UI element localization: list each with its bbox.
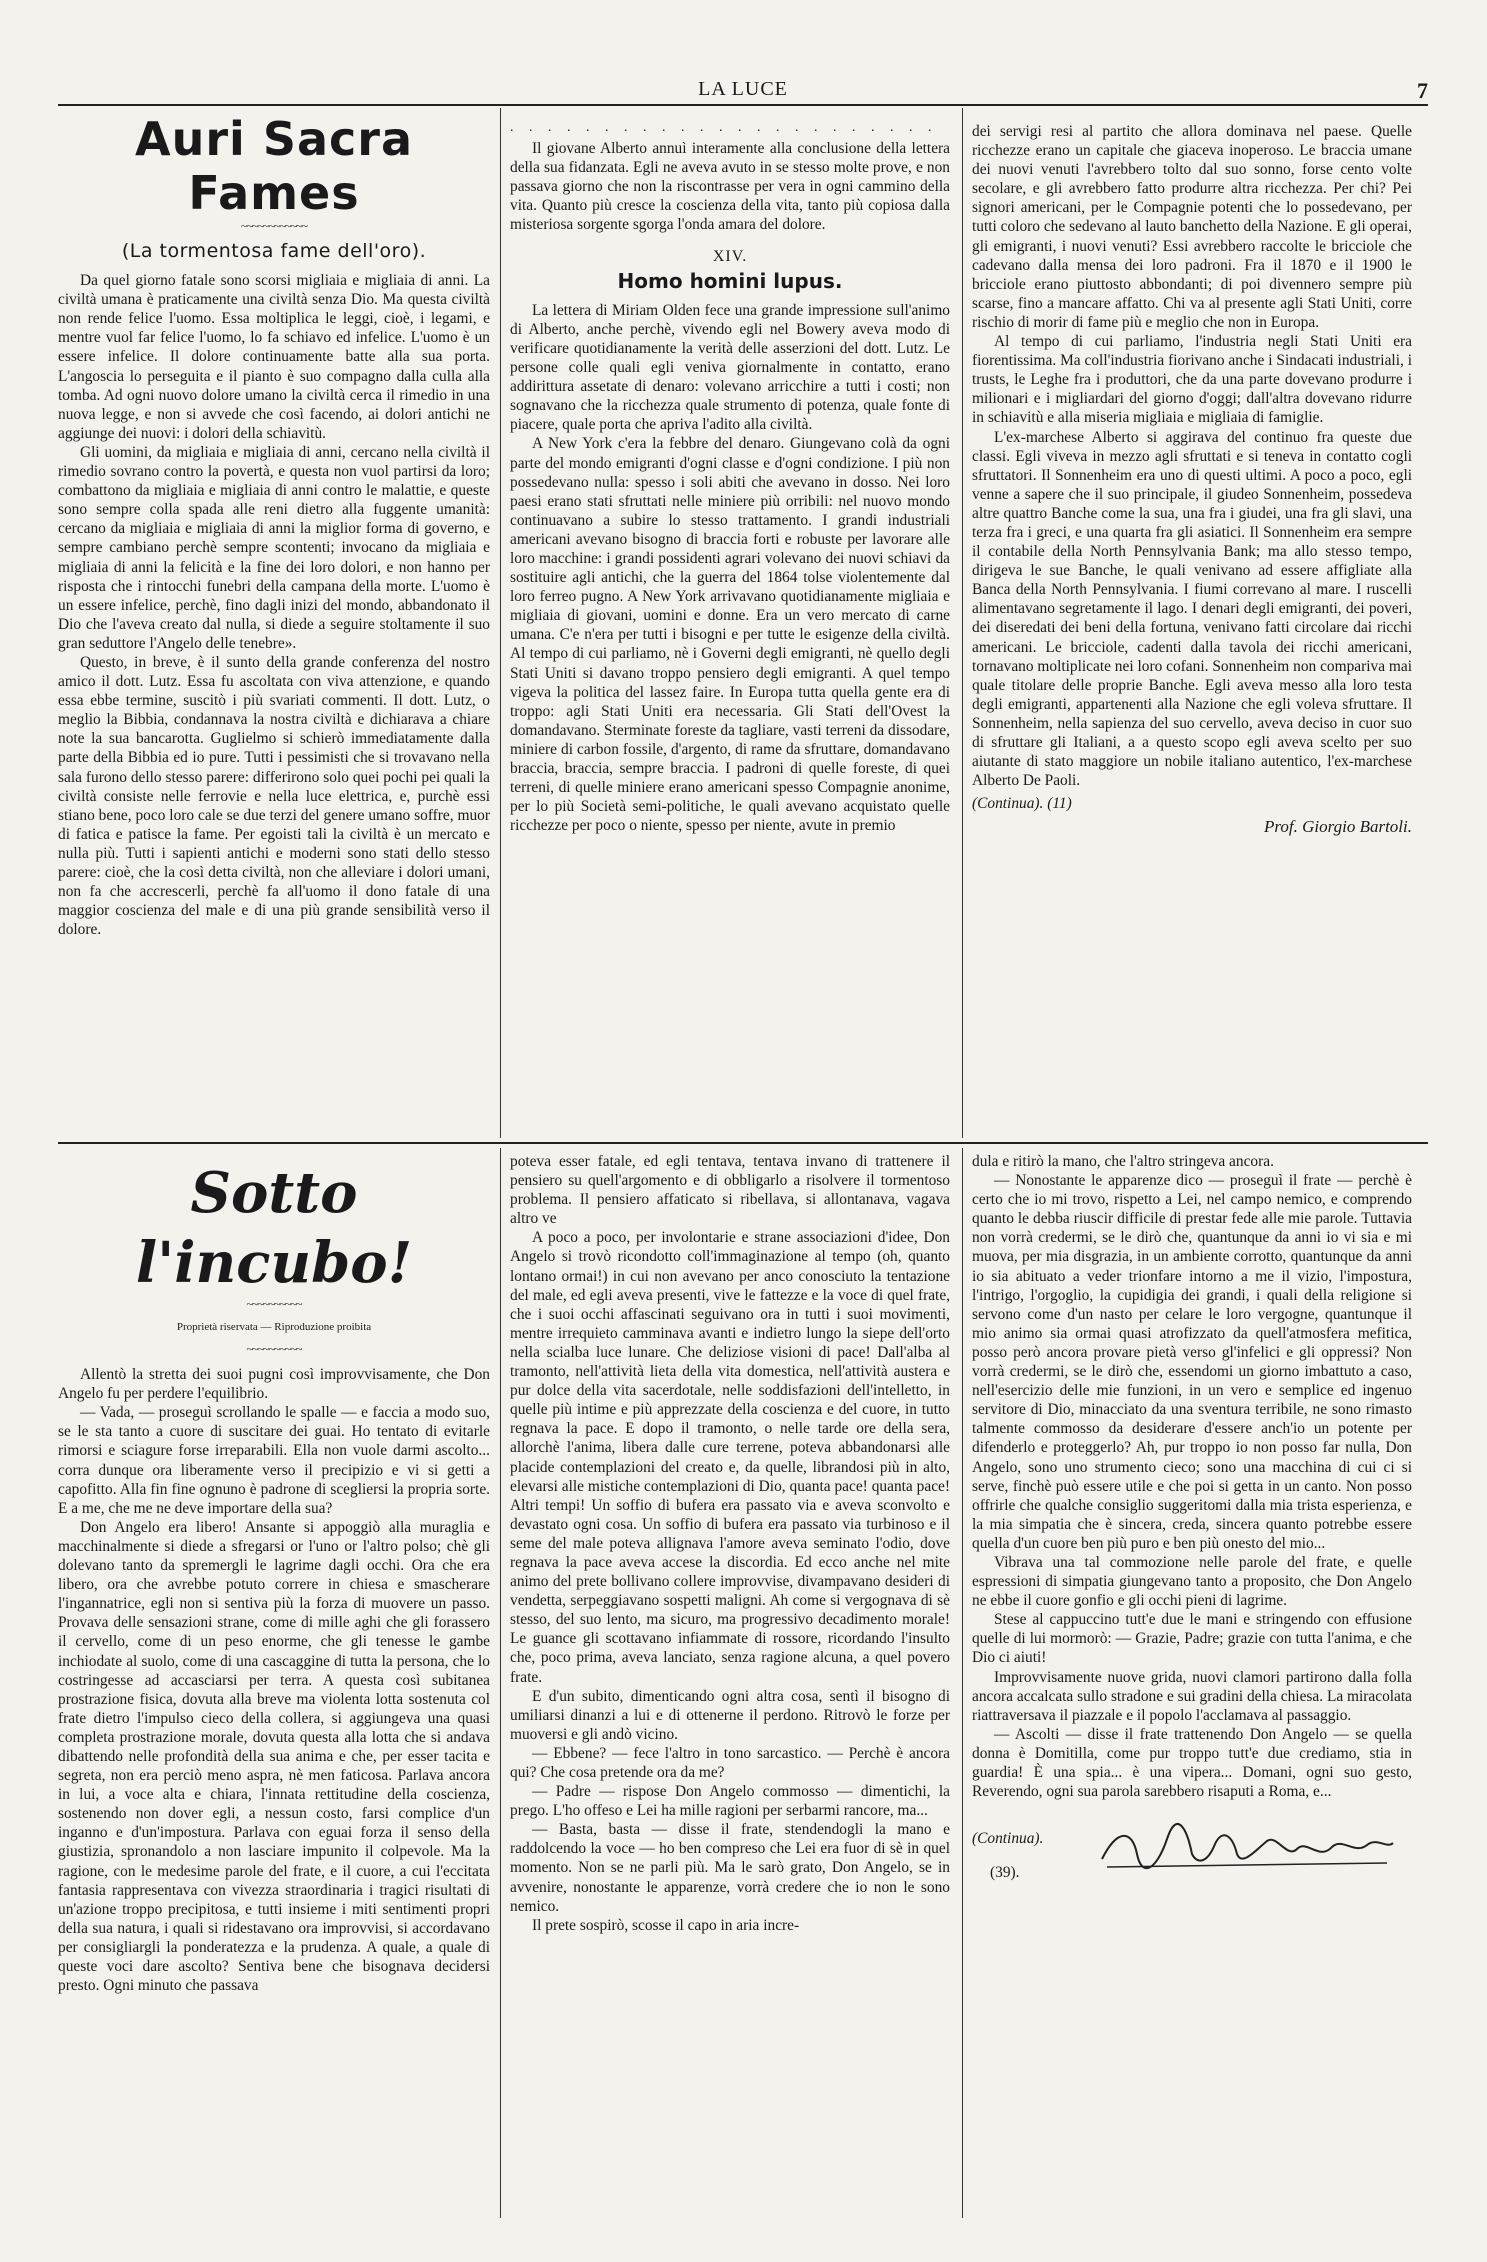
closing-block	[972, 1819, 1412, 1899]
paragraph: Allentò la stretta dei suoi pugni così improvvisamente, che Don Angelo fu per perdere l'equilibrio.	[58, 1366, 490, 1403]
paragraph: E d'un subito, dimenticando ogni altra cosa, sentì il bisogno di umiliarsi dinanzi a lui e di ottenerne il perdono. Ritrovò le forze per muoversi e gli andò vicino.	[510, 1687, 950, 1743]
paragraph: Il prete sospirò, scosse il capo in aria incre-	[532, 1916, 800, 1934]
handwritten-signature-icon	[1097, 1819, 1397, 1879]
paragraph: dei servigi resi al partito che allora dominava nel paese. Quelle ricchezze erano un capitale che giaceva inoperoso. Le braccia umane dei nuovi venuti l'avrebbero tolto dal suo sonno, forse cento volte secolare, e gli avrebbero fatto produrre altra ricchezza. Per chi? Pei signori americani, per le Compagnie potenti che lo possedevano, per tutti coloro che sedevano al lauto banchetto della Nazione. E gli operai, gli emigranti, i nuovi venuti? Essi avrebbero raccolte le bricciole che cadevano dalla mensa dei loro padroni. Fra il 1870 e il 1900 le bricciole erano piuttosto abbondanti; di poi divennero sempre più scarse, fino a mancare affatto. Chi va al presente agli Stati Uniti, corre rischio di morir di fame più e meglio che non in Europa.	[972, 123, 1412, 331]
paragraph: Al tempo di cui parliamo, l'industria negli Stati Uniti era fiorentissima. Ma coll'industria fiorivano anche i Sindacati industriali, i trusts, le Leghe fra i produttori, che da una parte dovevano produrre i milionari e i migliardari del giorno d'oggi; dall'altra dovevano ridurre in schiavitù e alla miseria migliaia e migliaia di famiglie.	[972, 333, 1412, 427]
paragraph: Don Angelo era libero! Ansante si appoggiò alla muraglia e macchinalmente si diede a sfregarsi or l'uno or l'altro polso; chè gli dolevano tanto da spremergli le lagrime dagli occhi. Ora che era libero, ora che avrebbe potuto correre in chiesa e smascherare l'ingannatrice, egli non si sentiva più la forza di muovere un passo. Provava delle sensazioni strane, come di mille aghi che gli forassero il cervello, come di un peso enorme, che gli tenesse le gambe inchiodate al suolo, come di una cascaggine di tutta la persona, che lo costringesse ad accasciarsi per terra. A questa così subitanea prostrazione fisica, dovuta alla breve ma violenta lotta sostenuta col frate dietro l'impulso cieco della collera, si aggiungeva una quasi completa prostrazione morale, dovuta questa alla lotta che si andava dibattendo nelle profondità della sua anima e che, per esser tacita e segreta, non era perciò meno aspra, nè men faticosa. Parlava ancora in lui, a voce alta e chiara, l'innata rettitudine della coscienza, sostenendo non dover egli, a nessun costo, farsi complice d'un inganno e d'un'impostura. Parlava con eguai forza il senso della giustizia, spronandolo a non lasciare impunito il colpevole. Ma la ragione, con le medesime parole del frate, e il cuore, a cui l'eccitata fantasia rappresentava con vivezza straordinaria i tragici risultati di un'azione troppo precipitosa, e tutti insieme i miti sentimenti propri della sua natura, i quali si ridestavano ora improvvisi, si accordavano per consigliargli la ponderatezza e la prudenza. A quale, a quale di queste voci dare ascolto? Sentiva bene che bisognava decidersi presto. Ogni minuto che passava	[58, 1518, 490, 1995]
article1-column-1	[58, 112, 490, 939]
article2-column-1	[58, 1152, 490, 1995]
article1-column-2	[510, 118, 950, 835]
paragraph: Improvvisamente nuove grida, nuovi clamori partirono dalla folla ancora accalcata sullo stradone e sui gradini della chiesa. La miracolata riattraversava il piazzale e il popolo l'acclamava al passaggio.	[972, 1668, 1412, 1724]
column-divider	[500, 1148, 501, 2218]
article1-column-3	[972, 122, 1412, 836]
ornament-wave: ~~~~~~~~~~~~	[241, 219, 307, 233]
ornament-wave: ~~~~~~~~~~	[246, 1342, 302, 1357]
article1-subtitle: (La tormentosa fame dell'oro).	[121, 240, 427, 262]
article2-column-3	[972, 1152, 1412, 1899]
paragraph: — Basta, basta — disse il frate, stendendogli la mano e raddolcendo la voce — ho ben compreso che Lei era fuor di sè in quel momento. Non se ne parli più. Ma le sarò grato, Don Angelo, se in avvenire, nonostante le apparenze, vorrà credere che io non le sono nemico.	[510, 1821, 950, 1915]
chapter-title: Homo homini lupus.	[617, 268, 843, 293]
running-header	[58, 78, 1428, 106]
ellipsis-dots: . . . . . . . . . . . . . . . . . . . . . . .	[510, 120, 938, 135]
newspaper-title: LA LUCE	[698, 78, 788, 100]
continua-line	[972, 794, 1412, 813]
article1-title: Auri Sacra Fames	[135, 112, 413, 220]
continua-label: (Continua).	[972, 1830, 1044, 1848]
article2-title: Sotto l'incubo!	[135, 1160, 413, 1296]
paragraph: Il giovane Alberto annuì interamente alla conclusione della lettera della sua fidanzata. Egli ne aveva avuto in se stesso molte prove, e non passava giorno che non la riscontrasse per vera in ogni cammino della vita. Quanto più cresce la coscienza della vita, tanto più copiosa dalla misteriosa sorgente sgorga l'onda amara del dolore.	[510, 140, 950, 234]
paragraph: Da quel giorno fatale sono scorsi migliaia e migliaia di anni. La civiltà umana è praticamente una civiltà senza Dio. Ma questa civiltà non rende felice l'uomo. Essa moltiplica le leggi, cioè, i legami, e mentre vuol far felice l'uomo, lo fa schiavo ed infelice. L'uomo è un essere infelice. Il dolore continuamente batte alla sua porta. L'angoscia lo perseguita e il pianto è suo compagno dalla culla alla tomba. Ad ogni nuovo dolore umano la civiltà cerca il rimedio in una nuova legge, e non si avvede che così facendo, ai dolori antichi ne aggiunge dei nuovi: i dolori della schiavitù.	[58, 272, 490, 442]
paragraph: A poco a poco, per involontarie e strane associazioni d'idee, Don Angelo si trovò ricondotto coll'immaginazione al tempo (oh, quanto lontano ormai!) in cui non avevano per anco conosciuto la tentazione del male, ed egli aveva presenti, vive le fattezze e la voce di quel frate, che i suoi occhi affascinati seguivano ora in tutti i suoi movimenti, mentre irrequieto camminava avanti e indietro lungo la siepe dell'orto nella scialba luce lunare. Che deliziose visioni di pace! Dall'alba al tramonto, nell'attività lieta della vita domestica, nell'attività austera e pur dolce della vita sacerdotale, nelle soddisfazioni dell'intelletto, in quelle più intime e più apprezzate della coscienza e del cuore, in tutto regnava la pace. E dopo il tramonto, o nelle tarde ore della sera, allorchè l'anima, libera dalle cure terrene, poteva abbandonarsi alle placide contemplazioni del creato e, da quelle, librandosi più in alto, elevarsi alle mistiche contemplazioni di Dio, quanta pace! quanta pace! Altri tempi! Un soffio di bufera era passato via e aveva sconvolto e devastato ogni cosa. Un soffio di bufera era passato via turbinoso e il seme del male poteva allignava l'amore aveva seminato l'odio, dove regnava la pace aveva accese la discordia. Ed ecco anche nel mite animo del prete bollivano collere improvvise, divampavano desideri di vendetta, serpeggiavano sospetti maligni. Ah come si vergognava di sè stesso, del suo lento, ma sicuro, ma progressivo decadimento morale! Le guance gli scottavano infiammate di rossore, ricordando l'insulto che, poco prima, aveva lanciato, senza ragione alcuna, a quel povero frate.	[510, 1229, 950, 1686]
paragraph: A New York c'era la febbre del denaro. Giungevano colà da ogni parte del mondo emigranti d'ogni classe e d'ogni condizione. I più non possedevano nulla: spesso i soli abiti che avevano in dosso. Nei loro paesi erano stati sfruttati nelle miniere più orribili: nel nuovo mondo continuavano a subire lo stesso trattamento. I grandi industriali americani avevano bisogno di braccia forti e robuste per lavorare alle loro macchine: i grandi possidenti agrari volevano dei nuovi schiavi da sostituire agli antichi, che la guerra del 1864 tolse violentemente dal loro ferreo pugno. A New York arrivavano quotidianamente migliaia e migliaia di giovani, uomini e donne. Era un vero mercato di carne umana. C'e n'era per tutti i bisogni e per tutte le esigenze della civiltà. Al tempo di cui parliamo, nè i Governi degli emigranti, nè quello degli Stati Uniti si davano troppo pensiero degli emigranti. A quel tempo vigeva la politica del lassez faire. In Europa tutta quella gente era di troppo: agli Stati Uniti era necessaria. Gli Stati dell'Ovest la domandavano. Sterminate foreste da tagliare, vasti terreni da dissodare, miniere di carbon fossile, d'argento, di rame da sfruttare, domandavano braccia, braccia, sempre braccia. I padroni di quelle foreste, di quei terreni, di quelle miniere erano americani spesso Compagnie anonime, per lo più Società semi-politiche, le quali avevano acquistato quelle ricchezze per poco o niente, spesso per niente, avute in premio	[510, 435, 950, 835]
page-number: 7	[1417, 78, 1428, 103]
paragraph: — Nonostante le apparenze dico — proseguì il frate — perchè è certo che io mi trovo, rispetto a Lei, nel campo nemico, e comprendo quanto le debba riuscir difficile di prestar fede alle mie parole. Tuttavia non vorrà credermi, se le dirò che, quantunque da anni io vi sia e mi muova, per mia disgrazia, in un ambiente corrotto, quantunque da anni io sia abituato a veder trionfare intorno a me il vizio, l'impostura, l'intrigo, l'orgoglio, la cupidigia dei grandi, i quali della religione si servono come d'un nasto per celare le loro vergogne, quantunque il mio animo sia ormai quasi atrofizzato da quell'atmosfera mefitica, posso però ancora provare pietà verso gl'infelici e gli oppressi? Non vorrà credermi, se le dirò che, essendomi un giorno imbattuto a caso, nell'esercizio delle mie funzioni, in un vero e semplice ed ingenuo servitore di Dio, minacciato da una sventura terribile, ne sono rimasto talmente commosso da desiderare d'essere anch'io un potente per difenderlo e proteggerlo? Ah, pur troppo io non posso far nulla, Don Angelo, sono uno strumento cieco; sono una macchina di cui ci si serve, finchè può essere utile e che poi si getta in un canto. Non posso offrirle che qualche consiglio suggeritomi dalla mia trista esperienza, e la mia simpatia che è sincera, creda, sincera quanto potrebbe essere quella d'un cuore ben più puro e ben più onesto del mio...	[972, 1172, 1412, 1552]
chapter-number: XIV.	[712, 247, 748, 265]
installment-number: (39).	[990, 1864, 1020, 1882]
paragraph: Questo, in breve, è il sunto della grande conferenza del nostro amico il dott. Lutz. Essa fu ascoltata con viva attenzione, e quando essa ebbe termine, suscitò i più svariati commenti. Il dott. Lutz, o meglio la Bibbia, condannava la nostra civiltà e dichiarava a chiare note la sua bancarotta. Guglielmo si schierò immediatamente dalla parte della Bibbia ed io pure. Tutti i pessimisti che si trovavano nella sala furono dello stesso parere: differirono solo quei pochi pei quali la civiltà consiste nelle ferrovie e nella luce elettrica, e, purchè essi stiano bene, poco loro cale se due terzi del genere umano soffre, muor di fatica e patisce la fame. Per egoisti tali la civiltà è un mercato e nulla più. Tutti i sapienti antichi e moderni sono stati dello stesso parere: cioè, che la così detta civiltà, non che alleviare i dolori umani, non fa che accrescerli, perchè fa all'uomo il dono fatale di una maggior coscienza del male e di una più grande sensibilità verso il dolore.	[58, 653, 490, 939]
rights-notice: Proprietà riservata — Riproduzione proibita	[176, 1321, 372, 1333]
paragraph: La lettera di Miriam Olden fece una grande impressione sull'animo di Alberto, anche perchè, vivendo egli nel Bowery aveva modo di verificare quotidianamente la verità delle asserzioni del dott. Lutz. Le persone colle quali egli veniva giornalmente in contatto, erano addirittura assetate di denaro: volevano arricchire a tutti i costi; non sognavano che la ricchezza quale strumento di potenza, quale fonte di piacere, quale porta che apriva l'adito alla civiltà.	[510, 301, 950, 434]
article2-column-2	[510, 1152, 950, 1935]
paragraph: — Ebbene? — fece l'altro in tono sarcastico. — Perchè è ancora qui? Che cosa pretende ora da me?	[510, 1744, 950, 1781]
column-divider	[962, 108, 963, 1138]
column-divider	[962, 1148, 963, 2218]
ornament-wave: ~~~~~~~~~~	[246, 1297, 302, 1311]
author-signature: Prof. Giorgio Bartoli.	[1264, 817, 1412, 837]
paragraph: dula e ritirò la mano, che l'altro stringeva ancora.	[972, 1153, 1274, 1170]
paragraph: — Padre — rispose Don Angelo commosso — dimentichi, la prego. L'ho offeso e Lei ha mille ragioni per serbarmi rancore, ma...	[510, 1783, 950, 1820]
paragraph: Vibrava una tal commozione nelle parole del frate, e quelle espressioni di simpatia giungevano tanto a proposito, che Don Angelo ne ebbe il cuore gonfio e gli occhi pieni di lagrime.	[972, 1553, 1412, 1610]
paragraph: L'ex-marchese Alberto si aggirava del continuo fra queste due classi. Egli viveva in mezzo agli sfruttati e si teneva in contatto cogli sfruttatori. Il Sonnenheim era uno di questi ultimi. A poco a poco, egli venne a sapere che il suo principale, il giudeo Sonnenheim, possedeva altre quattro Banche come la sua, una fra i giudei, una fra gli slavi, una terza fra i greci, e una quarta fra gli asiatici. Il Sonnenheim era sempre il contabile della North Pennsylvania Bank; ma allo stesso tempo, dirigeva le sue Banche, le quali venivano ad essere affigliate alla Banca della North Pennsylvania. I fiumi correvano al mare. I ruscelli alimentavano segretamente il lago. I denari degli emigranti, dei poveri, dei diseredati dei beni della fortuna, venivano fatti circolare dai ricchi americani. Le bricciole, cadenti dalla tavola dei ricchi americani, tornavano moltiplicate nei loro cofani. Sonnenheim non compariva mai quale titolare delle proprie Banche. Egli aveva messo alla loro testa degli emigranti, appartenenti alla Nazione che egli voleva sfruttare. Il Sonnenheim, nella sapienza del suo cervello, aveva deciso in cuor suo di sfruttare gli Italiani, a a questo scopo egli aveva scelto per suo aiutante di stato maggiore un nobile italiano autentico, l'ex-marchese Alberto De Paoli.	[972, 428, 1412, 790]
paragraph: Stese al cappuccino tutt'e due le mani e stringendo con effusione quelle di lui mormorò: — Grazie, Padre; grazie con tutta l'anima, e che Dio ci aiuti!	[972, 1611, 1412, 1667]
column-divider	[500, 108, 501, 1138]
paragraph: — Vada, — proseguì scrollando le spalle — e faccia a modo suo, se le sta tanto a cuore di suscitare dei guai. Ho tentato di evitarle rimorsi e sciagure forse irreparabili. Ella non vuole darmi ascolto... corra dunque ora liberamente verso il precipizio e vi si getti a capofitto. Alla fin fine ognuno è padrone di scegliersi la propria sorte. E a me, che me ne deve importare della sua?	[58, 1404, 490, 1517]
paragraph: — Ascolti — disse il frate trattenendo Don Angelo — se quella donna è Domitilla, come pur troppo tutt'e due crediamo, stia in guardia! È una spia... è una vipera... Domani, ogni suo gesto, Reverendo, ogni sua parola sarebbero risaputi a Roma, e...	[972, 1725, 1412, 1801]
paragraph: Gli uomini, da migliaia e migliaia di anni, cercano nella civiltà il rimedio sovrano contro la povertà, e questa non vuol partirsi da loro; combattono da migliaia e migliaia di anni contro le malattie, e queste sono sempre colla spada alle reni dietro alla fuggente umanità: cercano da migliaia e migliaia di anni la miglior forma di governo, e sempre cambiano perchè sempre scontenti; invocano da migliaia e migliaia di anni la felicità e la fine dei loro dolori, e non hanno per risposta che i rintocchi funebri della campana della morte. L'uomo è un essere infelice, perchè, fino dagli inizi del mondo, abbandonato il Dio che l'aveva creato dal nulla, si diede a seguire stoltamente il suo gran seduttore l'Angelo delle tenebre».	[58, 443, 490, 652]
article-separator	[58, 1142, 1428, 1144]
paragraph: poteva esser fatale, ed egli tentava, tentava invano di trattenere il pensiero su quell'argomento e di obbligarlo a risolvere il tormentoso problema. Il pensiero affaticato si ribellava, si allontanava, vagava altro ve	[510, 1153, 950, 1228]
continua-label: (Continua). (11)	[972, 795, 1072, 813]
